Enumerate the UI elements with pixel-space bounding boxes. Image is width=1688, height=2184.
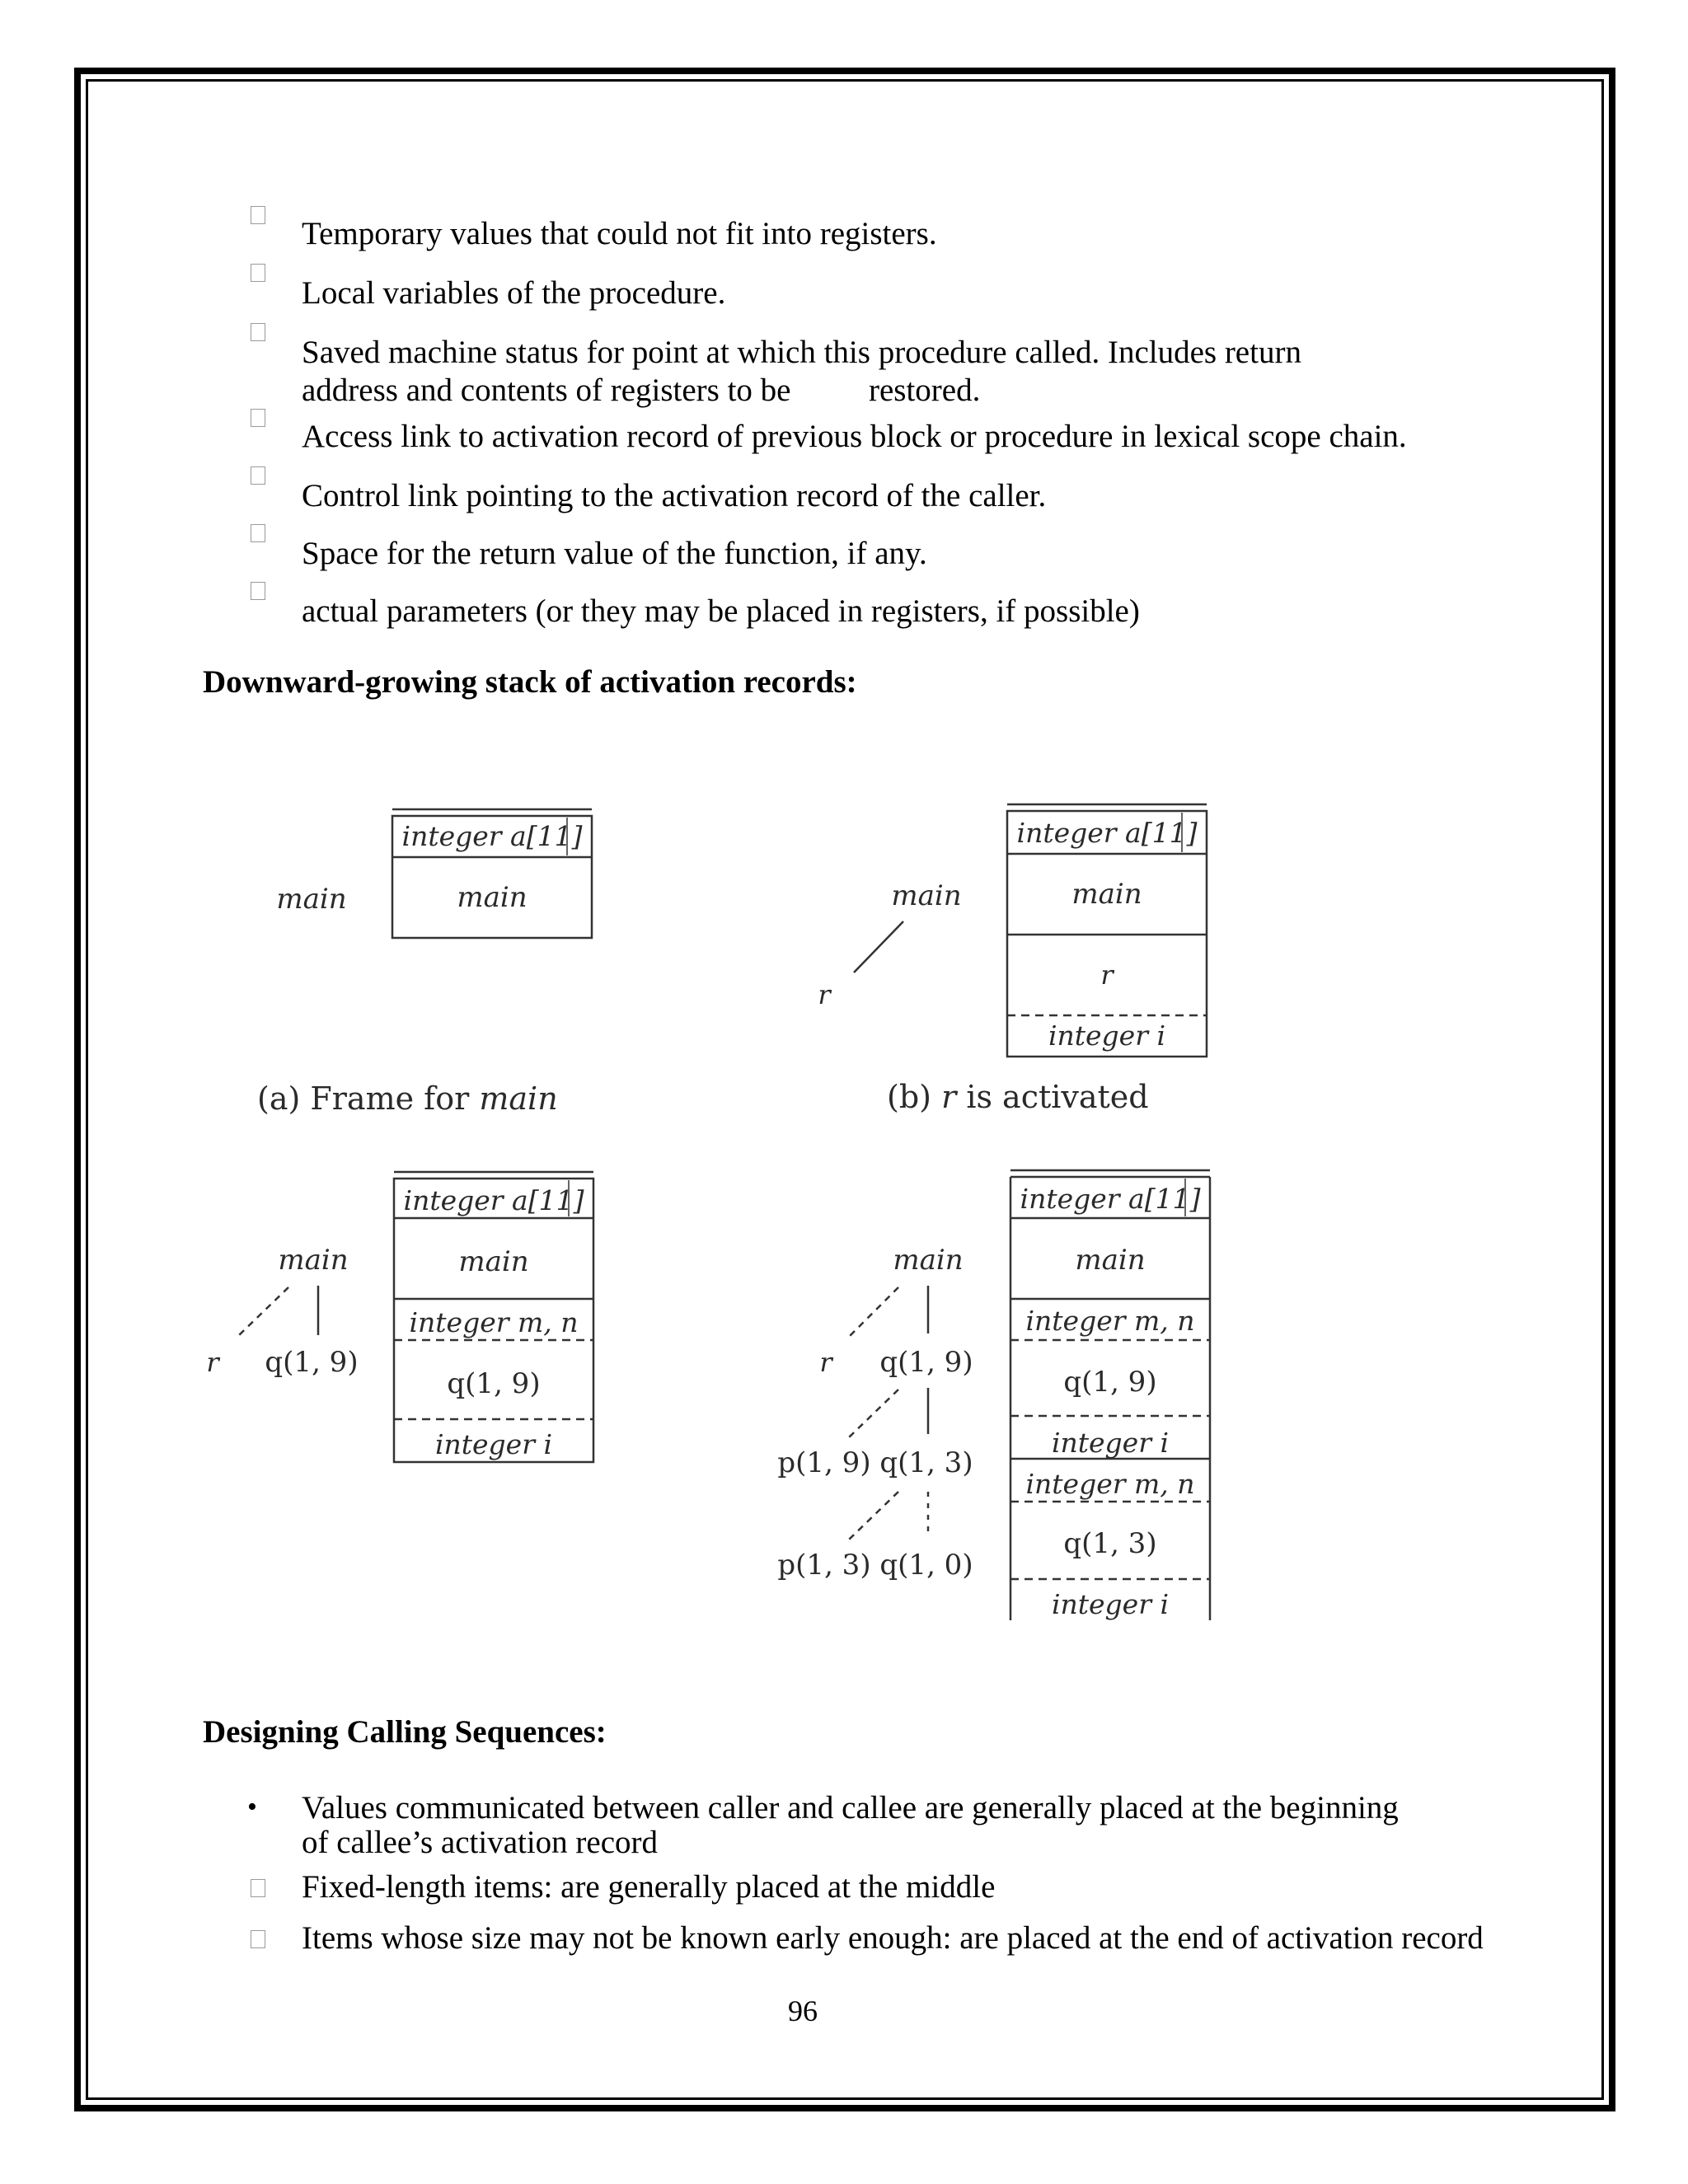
row-label: integer i [1051,1588,1170,1620]
list-item-continuation: address and contents of registers to be [302,373,791,408]
row-label: integer a[11] [401,820,583,852]
checkbox-bullet-icon [251,1930,265,1948]
bullet-dot-icon: • [247,1792,257,1822]
list-item: Saved machine status for point at which this procedure called. Includes return [302,335,1301,370]
row-label: integer a[11] [403,1184,584,1216]
tree-node: main [893,1244,964,1277]
row-label: integer i [1051,1427,1170,1459]
tree-node: p(1, 9) [777,1446,871,1479]
tree-node: q(1, 9) [879,1346,973,1379]
row-label: q(1, 9) [447,1367,541,1400]
tree-node: main [278,1244,349,1277]
checkbox-bullet-icon [251,1879,265,1897]
list-item: Control link pointing to the activation record of the caller. [302,478,1047,513]
tree-node: p(1, 3) [777,1549,871,1582]
row-label: integer a[11] [1016,817,1198,849]
list-item: Space for the return value of the function, if any. [302,536,927,571]
tree-node: r [818,979,831,1010]
tree-node: q(1, 3) [879,1446,973,1479]
row-label: integer m, n [409,1306,579,1338]
section-heading-stack: Downward-growing stack of activation records: [203,664,857,700]
row-label: r [1100,959,1114,991]
list-item: Items whose size may not be known early enough: are placed at the end of activation record [302,1920,1484,1956]
row-label: q(1, 3) [1063,1527,1157,1560]
row-label: main [458,1245,529,1278]
list-item: actual parameters (or they may be placed in registers, if possible) [302,593,1140,629]
row-label: integer i [434,1428,553,1460]
row-label: main [457,881,528,914]
tree-node: q(1, 0) [879,1549,973,1582]
list-item: Temporary values that could not fit into registers. [302,216,937,251]
list-item: Local variables of the procedure. [302,275,726,311]
row-label: main [1071,878,1142,911]
list-item: Values communicated between caller and callee are generally placed at the beginning [302,1790,1399,1825]
list-item: Access link to activation record of previous block or procedure in lexical scope chain. [302,419,1407,454]
tree-node: r [206,1347,219,1378]
list-item: Fixed-length items: are generally placed at the middle [302,1869,996,1905]
page-number: 96 [788,1994,818,2027]
figure-caption-a: (a) Frame for main [257,1080,558,1117]
row-label: integer m, n [1025,1305,1195,1337]
row-label: q(1, 9) [1063,1366,1157,1399]
section-heading-calling: Designing Calling Sequences: [203,1714,607,1750]
figure-caption-b: (b) r is activated [887,1079,1149,1115]
row-label: main [1075,1244,1146,1277]
tree-node: q(1, 9) [265,1346,359,1379]
tree-node: r [819,1347,832,1378]
list-item-continuation: of callee’s activation record [302,1825,659,1860]
row-label: integer i [1048,1019,1166,1052]
row-label: integer a[11] [1020,1183,1201,1215]
row-label: integer m, n [1025,1468,1195,1500]
tree-node: main [276,883,347,916]
list-item-continuation: restored. [869,373,981,408]
tree-node: main [891,879,962,912]
